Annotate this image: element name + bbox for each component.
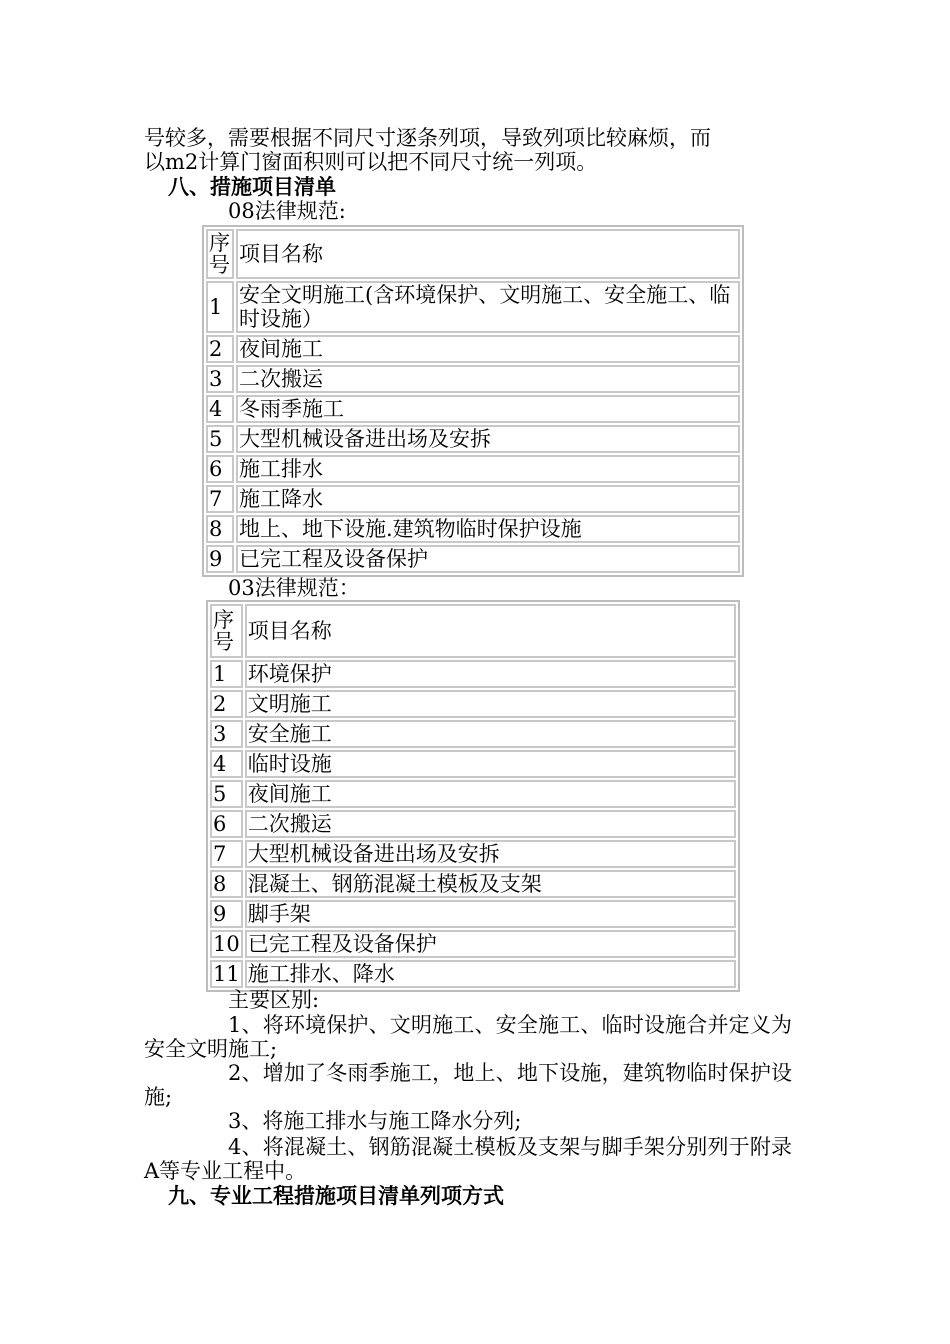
row-num: 1 xyxy=(210,660,243,688)
table-row xyxy=(210,900,736,928)
table-row xyxy=(210,960,736,988)
row-name: 施工排水、降水 xyxy=(245,960,736,988)
table-row xyxy=(206,281,740,333)
row-name: 已完工程及设备保护 xyxy=(245,930,736,958)
row-num: 2 xyxy=(206,335,234,363)
table-row xyxy=(206,425,740,453)
spec-08-label: 08法律规范: xyxy=(228,199,346,223)
row-name: 大型机械设备进出场及安拆 xyxy=(236,425,740,453)
difference-item-4: 4、将混凝土、钢筋混凝土模板及支架与脚手架分别列于附录A等专业工程中。 xyxy=(144,1135,792,1183)
table-03-header-row xyxy=(210,604,736,658)
row-name: 环境保护 xyxy=(245,660,736,688)
row-name: 脚手架 xyxy=(245,900,736,928)
table-row xyxy=(206,515,740,543)
table-row xyxy=(210,840,736,868)
row-num: 1 xyxy=(206,281,234,333)
difference-item-1: 1、将环境保护、文明施工、安全施工、临时设施合并定义为安全文明施工; xyxy=(144,1013,792,1061)
row-num: 5 xyxy=(210,780,243,808)
row-name: 临时设施 xyxy=(245,750,736,778)
table-row xyxy=(210,720,736,748)
table-row xyxy=(206,545,740,573)
table-row xyxy=(206,335,740,363)
row-num: 3 xyxy=(210,720,243,748)
row-name: 二次搬运 xyxy=(245,810,736,838)
row-name: 混凝土、钢筋混凝土模板及支架 xyxy=(245,870,736,898)
table-row xyxy=(210,750,736,778)
section-8-heading: 八、措施项目清单 xyxy=(168,174,336,199)
row-num: 5 xyxy=(206,425,234,453)
table-08 xyxy=(202,225,744,577)
table-row xyxy=(206,395,740,423)
row-num: 10 xyxy=(210,930,243,958)
row-name: 施工排水 xyxy=(236,455,740,483)
table-row xyxy=(206,455,740,483)
row-name: 安全文明施工(含环境保护、文明施工、安全施工、临时设施） xyxy=(236,281,740,333)
intro-line-1: 号较多，需要根据不同尺寸逐条列项，导致列项比较麻烦，而 xyxy=(144,126,711,150)
row-num: 11 xyxy=(210,960,243,988)
row-num: 9 xyxy=(206,545,234,573)
intro-line-2: 以m2计算门窗面积则可以把不同尺寸统一列项。 xyxy=(144,150,598,174)
row-num: 8 xyxy=(206,515,234,543)
table-row xyxy=(210,660,736,688)
table-row xyxy=(210,810,736,838)
row-num: 3 xyxy=(206,365,234,393)
difference-item-3: 3、将施工排水与施工降水分列; xyxy=(228,1109,522,1133)
table-header-name: 项目名称 xyxy=(236,229,740,279)
table-header-num: 序号 xyxy=(206,229,234,279)
row-num: 9 xyxy=(210,900,243,928)
table-row xyxy=(206,365,740,393)
row-name: 夜间施工 xyxy=(245,780,736,808)
row-name: 大型机械设备进出场及安拆 xyxy=(245,840,736,868)
table-row xyxy=(210,690,736,718)
table-row xyxy=(210,870,736,898)
table-row xyxy=(210,930,736,958)
row-name: 已完工程及设备保护 xyxy=(236,545,740,573)
row-name: 安全施工 xyxy=(245,720,736,748)
table-header-num: 序号 xyxy=(210,604,243,658)
spec-03-label: 03法律规范： xyxy=(228,576,360,600)
row-num: 7 xyxy=(210,840,243,868)
difference-item-2: 2、增加了冬雨季施工，地上、地下设施，建筑物临时保护设施; xyxy=(144,1061,792,1109)
table-row xyxy=(206,485,740,513)
differences-label: 主要区别: xyxy=(228,988,320,1012)
row-num: 6 xyxy=(210,810,243,838)
row-num: 8 xyxy=(210,870,243,898)
row-name: 夜间施工 xyxy=(236,335,740,363)
section-9-heading: 九、专业工程措施项目清单列项方式 xyxy=(168,1183,504,1208)
table-header-name: 项目名称 xyxy=(245,604,736,658)
row-name: 二次搬运 xyxy=(236,365,740,393)
row-name: 施工降水 xyxy=(236,485,740,513)
row-name: 地上、地下设施.建筑物临时保护设施 xyxy=(236,515,740,543)
row-name: 文明施工 xyxy=(245,690,736,718)
row-num: 7 xyxy=(206,485,234,513)
table-08-header-row xyxy=(206,229,740,279)
table-row xyxy=(210,780,736,808)
row-num: 6 xyxy=(206,455,234,483)
row-num: 4 xyxy=(210,750,243,778)
row-num: 2 xyxy=(210,690,243,718)
row-num: 4 xyxy=(206,395,234,423)
table-03 xyxy=(206,600,740,992)
row-name: 冬雨季施工 xyxy=(236,395,740,423)
